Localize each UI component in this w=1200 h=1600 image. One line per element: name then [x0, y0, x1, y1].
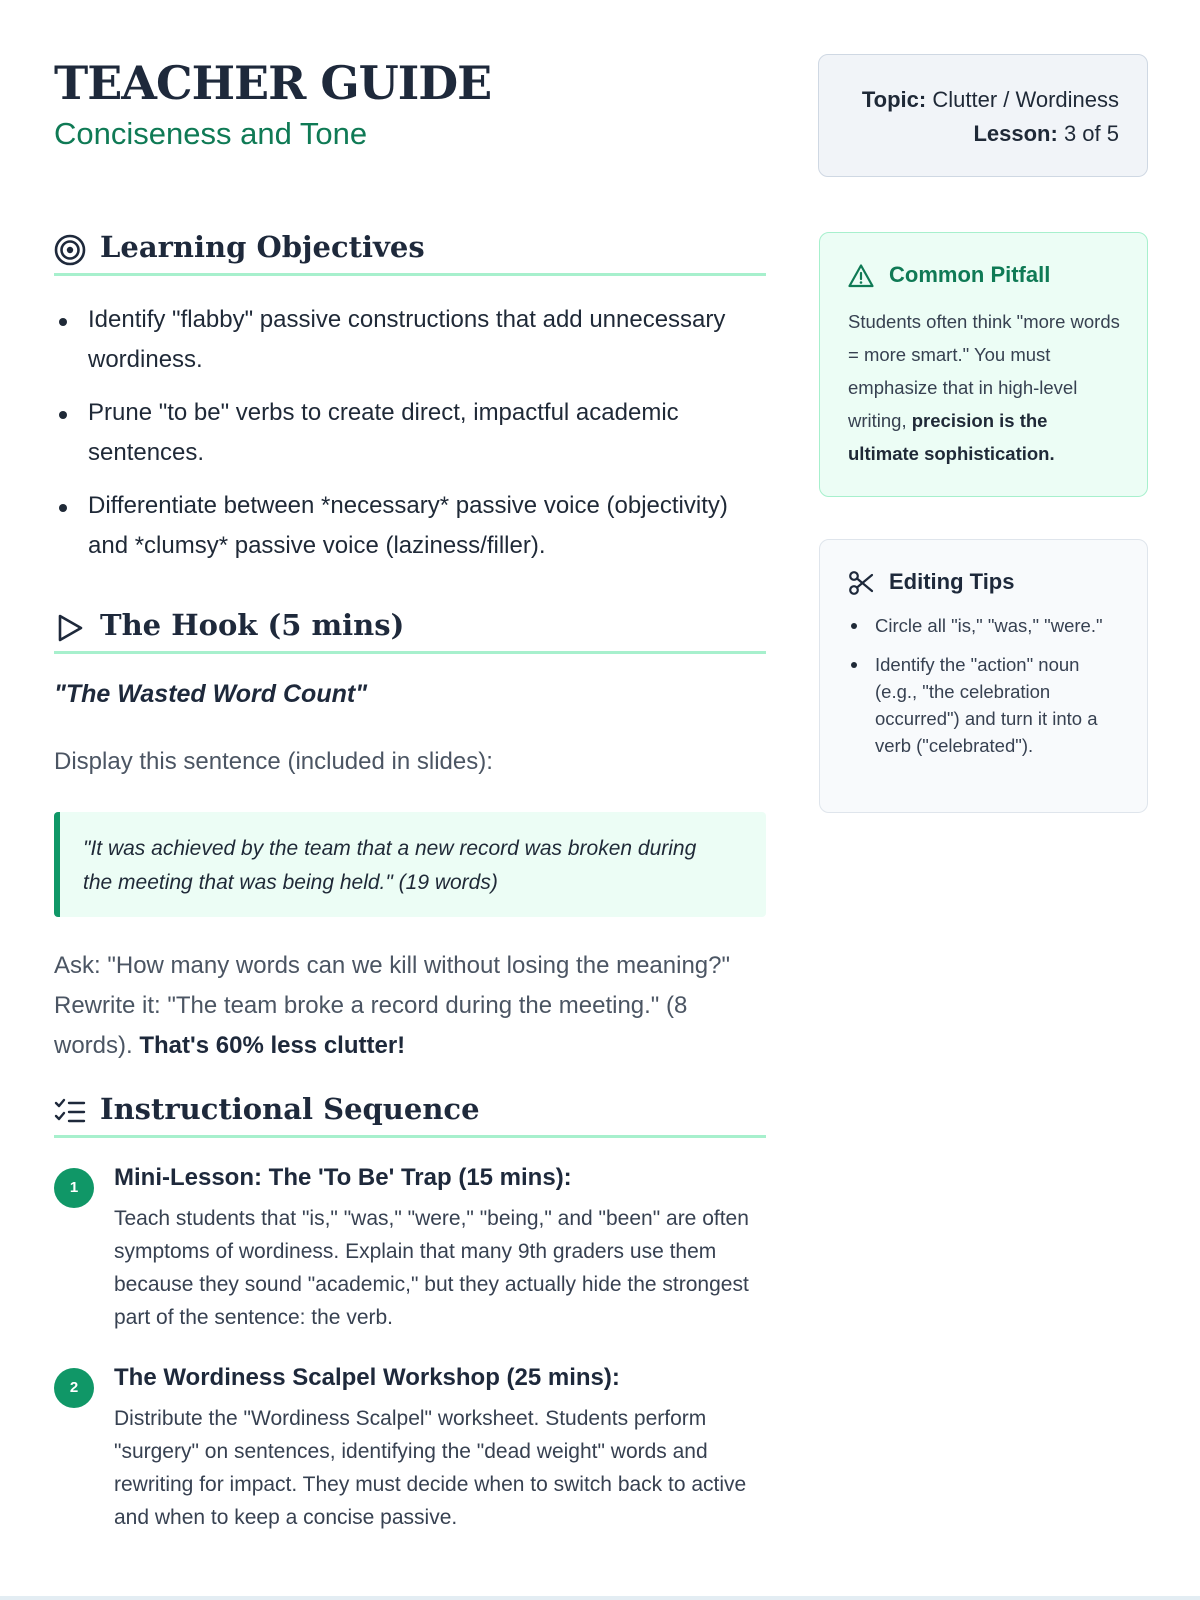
page-subtitle: Conciseness and Tone [54, 116, 368, 151]
ask-text: Ask: "How many words can we kill without losing the meaning?" Rewrite it: "The team broke a record during the meeting." (8 words). [54, 952, 731, 1059]
tips-list [848, 612, 1121, 759]
step-body: Distribute the "Wordiness Scalpel" worksheet. Students perform "surgery" on sentences, identifying the "dead weight" words and rewriting for impact. They must decide when to switch back to active and when to keep a concise passive. [114, 1407, 747, 1529]
hook-section-header [54, 608, 766, 654]
objective-item: Identify "flabby" passive constructions that add unnecessary wordiness. [54, 300, 766, 380]
sequence-section-header [54, 1092, 766, 1138]
tip-item: Identify the "action" noun (e.g., "the celebration occurred") and turn it into a verb ("celebrated"). [848, 651, 1118, 759]
lesson-value: 3 of 5 [1063, 121, 1119, 146]
quote-text: "It was achieved by the team that a new record was broken during the meeting that was being held." (19 words) [83, 837, 697, 894]
editing-tips-card [819, 539, 1148, 813]
topic-line [819, 83, 1119, 117]
hook-heading: The Hook (5 mins) [100, 608, 405, 642]
pitfall-emphasis: precision is the ultimate sophistication. [848, 410, 1055, 464]
hook-title: "The Wasted Word Count" [54, 680, 368, 708]
objectives-section-header [54, 230, 766, 276]
step-title: Mini-Lesson: The 'To Be' Trap (15 mins): [114, 1164, 572, 1191]
tips-card-header [848, 568, 1121, 598]
page-title: TEACHER GUIDE [54, 56, 492, 110]
checklist-icon [54, 1096, 86, 1128]
play-icon [54, 612, 86, 644]
scissors-icon [848, 570, 874, 596]
pitfall-text [848, 305, 1121, 470]
bottom-divider [0, 1596, 1200, 1600]
warning-icon [848, 263, 874, 289]
step-number-badge: 1 [54, 1168, 94, 1208]
objective-item: Differentiate between *necessary* passive voice (objectivity) and *clumsy* passive voice (laziness/filler). [54, 486, 766, 566]
lesson-meta-box [818, 54, 1148, 177]
step-title: The Wordiness Scalpel Workshop (25 mins): [114, 1364, 620, 1391]
lesson-label: Lesson: [973, 121, 1058, 146]
step-body: Teach students that "is," "was," "were," "being," and "been" are often symptoms of wordiness. Explain that many 9th graders use them because they sound "academic," but they actually hide the strongest part of the sentence: the verb. [114, 1207, 749, 1329]
common-pitfall-card [819, 232, 1148, 497]
pitfall-card-header [848, 261, 1121, 291]
sequence-heading: Instructional Sequence [100, 1092, 480, 1126]
objectives-heading: Learning Objectives [100, 230, 425, 264]
topic-value: Clutter / Wordiness [932, 87, 1119, 112]
lesson-line [819, 117, 1119, 151]
objectives-list [54, 300, 766, 579]
objective-item: Prune "to be" verbs to create direct, impactful academic sentences. [54, 393, 766, 473]
ask-emphasis: That's 60% less clutter! [139, 1032, 406, 1059]
pitfall-heading: Common Pitfall [889, 262, 1051, 287]
pitfall-body: Students often think "more words = more smart." You must emphasize that in high-level writing, [848, 311, 1120, 431]
topic-label: Topic: [861, 87, 927, 112]
hook-ask-paragraph [54, 946, 766, 1066]
example-sentence-quote [54, 812, 766, 917]
step-number-badge: 2 [54, 1368, 94, 1408]
hook-intro: Display this sentence (included in slides): [54, 748, 493, 775]
tip-item: Circle all "is," "was," "were." [848, 612, 1118, 639]
tips-heading: Editing Tips [889, 569, 1015, 594]
target-icon [54, 234, 86, 266]
